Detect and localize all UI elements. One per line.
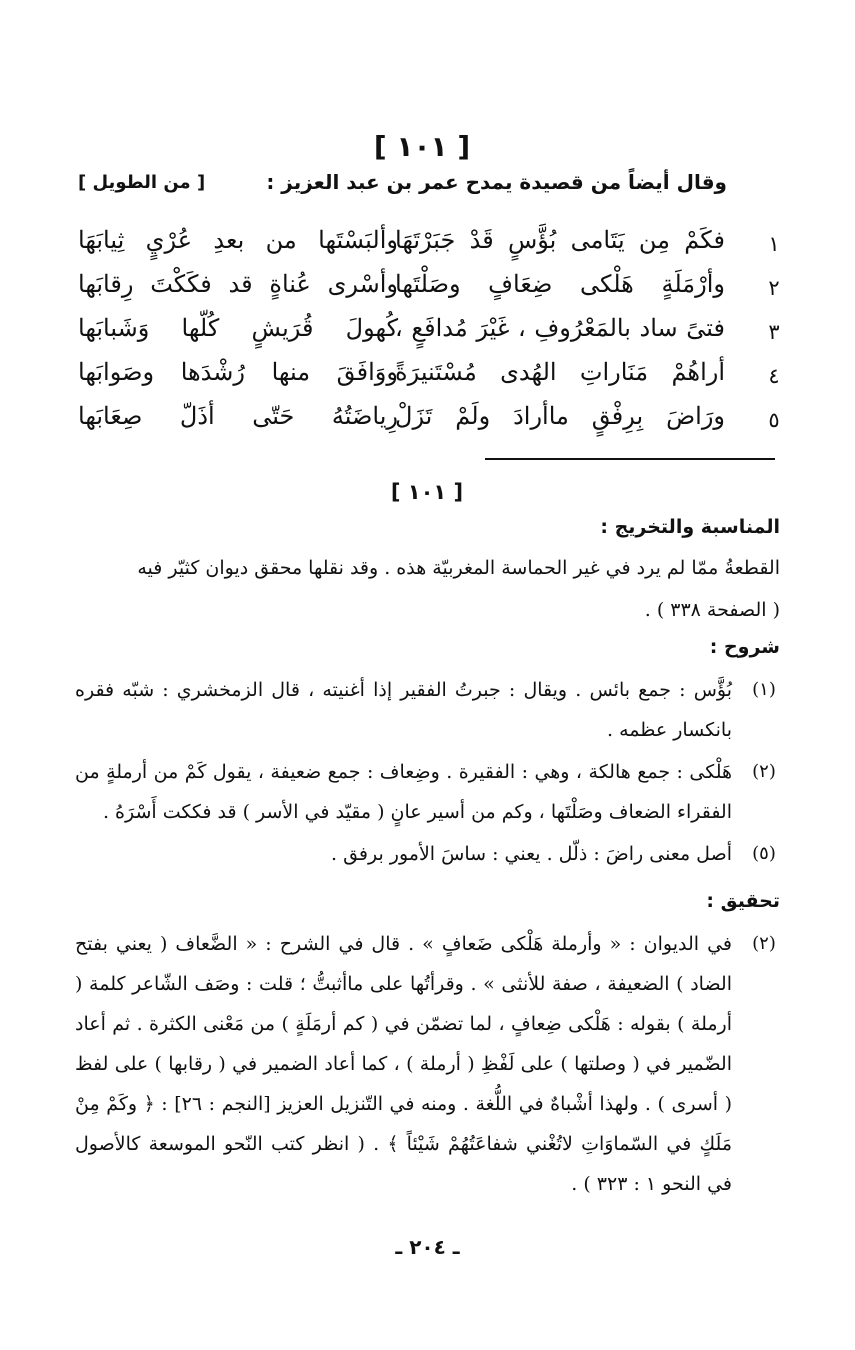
note-marker: (٢) (752, 933, 776, 954)
verse-row (70, 402, 785, 442)
verse-row (70, 226, 785, 266)
occasion-heading: المناسبة والتخريج : (600, 516, 780, 538)
note-marker: (٥) (752, 843, 776, 864)
occasion-text-continued: ( الصفحة ٣٣٨ ) . (644, 599, 780, 621)
verse-number: ٥ (768, 408, 780, 432)
verse-second-hemistich: ووَافَقَ منها رُشْدَها وصَوابَها (78, 358, 398, 386)
footnote-separator (485, 458, 775, 460)
commentary-note (75, 670, 780, 750)
note-marker: (١) (752, 679, 776, 700)
verification-note (75, 924, 780, 1204)
commentary-note (75, 834, 780, 874)
verse-first-hemistich: أراهُمْ مَنَاراتِ الهُدى مُسْتَنيرَةً (395, 358, 725, 386)
verse-row (70, 358, 785, 398)
occasion-text: القطعةُ ممّا لم يرد في غير الحماسة المغربيّة هذه . وقد نقلها محقق ديوان كثيّر فيه (137, 557, 780, 579)
poem-meter: [ من الطويل ] (78, 172, 206, 193)
verse-first-hemistich: ورَاضَ بِرِفْقٍ ماأرادَ ولَمْ تَزَلْ (395, 402, 725, 430)
verse-number: ٢ (768, 276, 780, 300)
note-text: بُؤَّس : جمع بائس . ويقال : جبرتُ الفقير إذا أغنيته ، قال الزمخشري : شبّه فقره بانكسار عظمه . (75, 679, 732, 741)
verse-second-hemistich: كُهولَ قُرَيشٍ كُلّها وَشَبابَها (78, 314, 398, 342)
verse-second-hemistich: وأسْرى عُناةٍ قد فكَكْتَ رِقابَها (78, 270, 398, 298)
verse-row (70, 314, 785, 354)
note-text: أصل معنى راضَ : ذلّل . يعني : ساسَ الأمور برفق . (330, 843, 732, 865)
verse-row (70, 270, 785, 310)
poem-introduction: وقال أيضاً من قصيدة يمدح عمر بن عبد العزيز : (266, 170, 727, 194)
verse-number: ٣ (768, 320, 780, 344)
verse-first-hemistich: وأرْمَلَةٍ هَلْكى ضِعَافٍ وصَلْتَها (395, 270, 725, 298)
poem-number: [ ١٠١ ] (373, 130, 471, 163)
verse-second-hemistich: رِياضَتُهُ حَتّى أذَلّ صِعَابَها (78, 402, 398, 430)
note-text: هَلْكى : جمع هالكة ، وهي : الفقيرة . وضِعاف : جمع ضعيفة ، يقول كَمْ من أرملةٍ من الفقراء الضعاف وصَلْتَها ، وكم من أسير عانٍ ( مقيّد في الأسر ) قد فككت أَسْرَهُ . (75, 761, 732, 823)
verse-number: ١ (768, 232, 780, 256)
commentary-heading: شروح : (709, 636, 780, 658)
verse-first-hemistich: فكَمْ مِن يَتَامى بُؤَّسٍ قَدْ جَبَرْتَهَا (395, 226, 725, 254)
page-number: ـ ٢٠٤ ـ (395, 1235, 460, 1259)
verse-second-hemistich: وألبَسْتَها من بعدِ عُرْيٍ ثِيابَهَا (78, 226, 398, 254)
verse-number: ٤ (768, 364, 780, 388)
verification-heading: تحقيق : (706, 890, 780, 912)
verse-first-hemistich: فتىً ساد بالمَعْرُوفِ ، غَيْرَ مُدافَعٍ ، (395, 314, 725, 342)
note-marker: (٢) (752, 761, 776, 782)
notes-number: [ ١٠١ ] (390, 480, 464, 504)
note-text: في الديوان : « وأرملة هَلْكى ضَعافٍ » . قال في الشرح : « الضَّعاف ( يعني بفتح الضاد ) الضعيفة ، صفة للأنثى » . وقرأتُها على ماأثبتُّ ؛ قلت : وصَف الشّاعر كلمة ( أرملة ) بقوله : هَلْكى ضِعافٍ ، لما تضمّن في ( كم أرمَلَةٍ ) من مَعْنى الكثرة . ثم أعاد الضّمير في ( وصلتها ) على لَفْظِ ( أرملة ) ، كما أعاد الضمير في ( رقابها ) على لفظ ( أسرى ) . ولهذا أشْباهٌ في اللُّغة . ومنه في التّنزيل العزيز [النجم : ٢٦] : ﴿ وكَمْ مِنْ مَلَكٍ في السّماوَاتِ لاتُغْني شفاعَتُهُمْ شَيْئاً ﴾ . ( انظر كتب النّحو الموسعة كالأصول في النحو ١ : ٣٢٣ ) . (75, 933, 732, 1195)
commentary-note (75, 752, 780, 832)
